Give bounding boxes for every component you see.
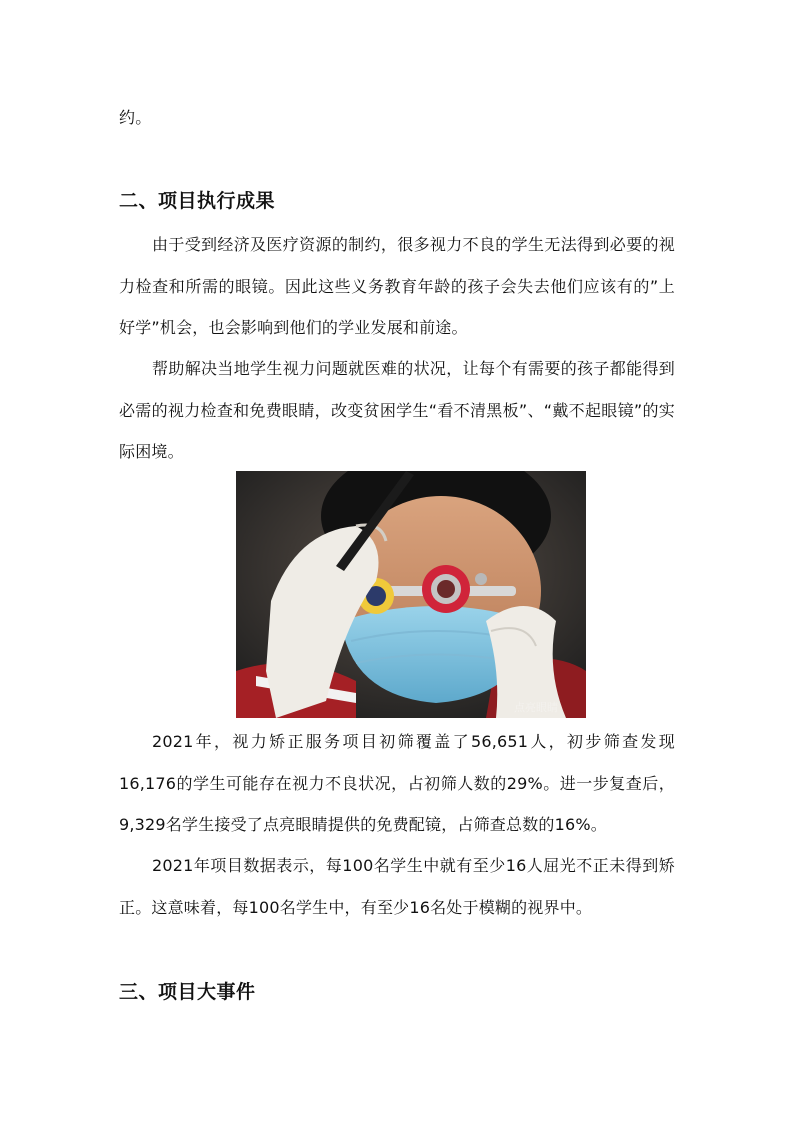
svg-text:点亮眼睛: 点亮眼睛 [514,701,558,714]
paragraph-2021-screening: 2021年，视力矫正服务项目初筛覆盖了56,651人，初步筛查发现16,176的学生可能存在视力不良状况，占初筛人数的29%。进一步复查后，9,329名学生接受了点亮眼睛提供的免费配镜，占筛查总数的16%。 [119,732,675,834]
paragraph-help-students: 帮助解决当地学生视力问题就医难的状况，让每个有需要的孩子都能得到必需的视力检查和免费眼睛，改变贫困学生“看不清黑板”、“戴不起眼镜”的实际困境。 [119,359,675,461]
eye-exam-photo [236,471,586,718]
section-heading-events: 三、项目大事件 [119,981,256,1003]
paragraph-2021-data: 2021年项目数据表示，每100名学生中就有至少16人屈光不正未得到矫正。这意味着，每100名学生中，有至少16名处于模糊的视界中。 [119,856,675,917]
section-heading-results: 二、项目执行成果 [119,190,276,212]
fragment-text: 约。 [119,108,152,127]
paragraph-resource-constraints: 由于受到经济及医疗资源的制约，很多视力不良的学生无法得到必要的视力检查和所需的眼镜。因此这些义务教育年龄的孩子会失去他们应该有的”上好学”机会，也会影响到他们的学业发展和前途。 [119,235,675,337]
